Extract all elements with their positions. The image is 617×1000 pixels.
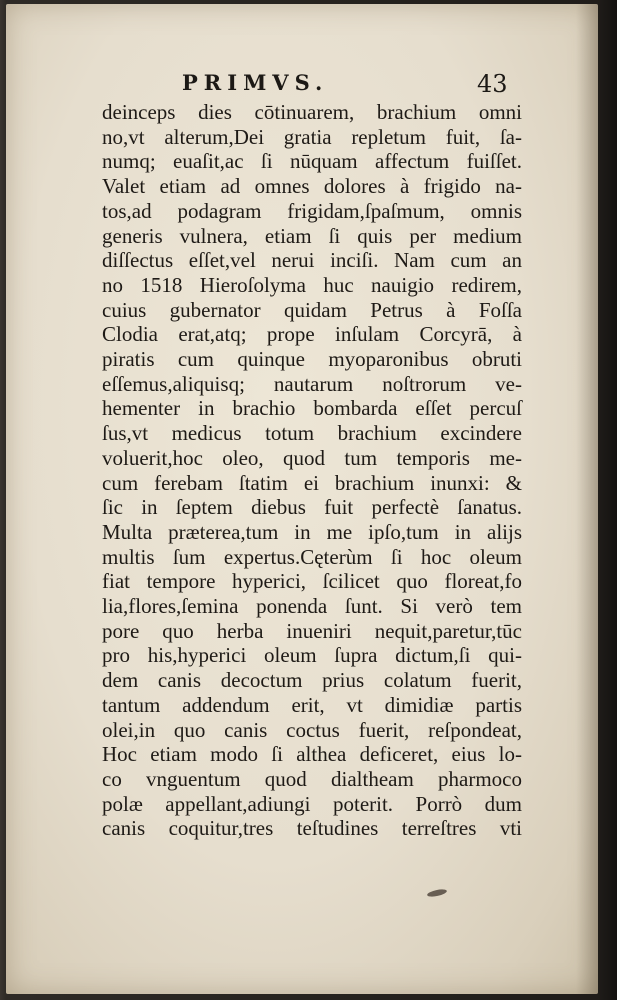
text-line: numq; euaſit,ac ſi nūquam affectum fuiſſet.: [102, 149, 522, 174]
text-line: olei,in quo canis coctus fuerit, reſpondeat,: [102, 717, 522, 742]
text-line: dem canis decoctum prius colatum fuerit,: [102, 668, 522, 693]
text-line: deinceps dies cōtinuarem, brachium omni: [102, 100, 522, 124]
text-line: cum ferebam ſtatim ei brachium inunxi: &: [102, 470, 522, 495]
text-line: hementer in brachio bombarda eſſet percuſ: [102, 396, 522, 421]
text-line: no,vt alterum,Dei gratia repletum fuit, ſa-: [102, 124, 522, 149]
text-line: voluerit,hoc oleo, quod tum temporis me-: [102, 445, 522, 470]
text-line: ſic in ſeptem diebus fuit perfectè ſanatus.: [102, 495, 522, 520]
text-line: canis coquitur,tres teſtudines terreſtres vti: [102, 816, 522, 841]
running-head: PRIMVS.: [182, 70, 329, 95]
text-line: Hoc etiam modo ſi althea deficeret, eius lo-: [102, 742, 522, 767]
text-line: lia,flores,ſemina ponenda ſunt. Si verò tem: [102, 594, 522, 619]
text-line: fiat tempore hyperici, ſcilicet quo floreat,fo: [102, 569, 522, 594]
text-line: diſſectus eſſet,vel nerui inciſi. Nam cum an: [102, 248, 522, 273]
text-line: eſſemus,aliquisq; nautarum noſtrorum ve-: [102, 371, 522, 396]
text-line: piratis cum quinque myoparonibus obruti: [102, 347, 522, 372]
text-line: Valet etiam ad omnes dolores à frigido na-: [102, 174, 522, 199]
text-line: pore quo herba inueniri nequit,paretur,tūc: [102, 618, 522, 643]
text-line: ſus,vt medicus totum brachium excindere: [102, 421, 522, 446]
text-line: tantum addendum erit, vt dimidiæ partis: [102, 692, 522, 717]
text-line: generis vulnera, etiam ſi quis per medium: [102, 223, 522, 248]
text-line: tos,ad podagram frigidam,ſpaſmum, omnis: [102, 198, 522, 223]
body-text: [102, 100, 522, 841]
text-line: Clodia erat,atq; prope inſulam Corcyrā, à: [102, 322, 522, 347]
text-line: Multa præterea,tum in me ipſo,tum in alijs: [102, 519, 522, 544]
ink-smudge: [427, 888, 448, 898]
book-page: [6, 4, 598, 994]
text-line: no 1518 Hieroſolyma huc nauigio redirem,: [102, 272, 522, 297]
text-line: co vnguentum quod dialtheam pharmoco: [102, 766, 522, 791]
page-number: 43: [477, 70, 508, 98]
text-line: multis ſum expertus.Cęterùm ſi hoc oleum: [102, 544, 522, 569]
text-line: polæ appellant,adiungi poterit. Porrò dum: [102, 791, 522, 816]
text-line: pro his,hyperici oleum ſupra dictum,ſi qui-: [102, 643, 522, 668]
text-line: cuius gubernator quidam Petrus à Foſſa: [102, 297, 522, 322]
